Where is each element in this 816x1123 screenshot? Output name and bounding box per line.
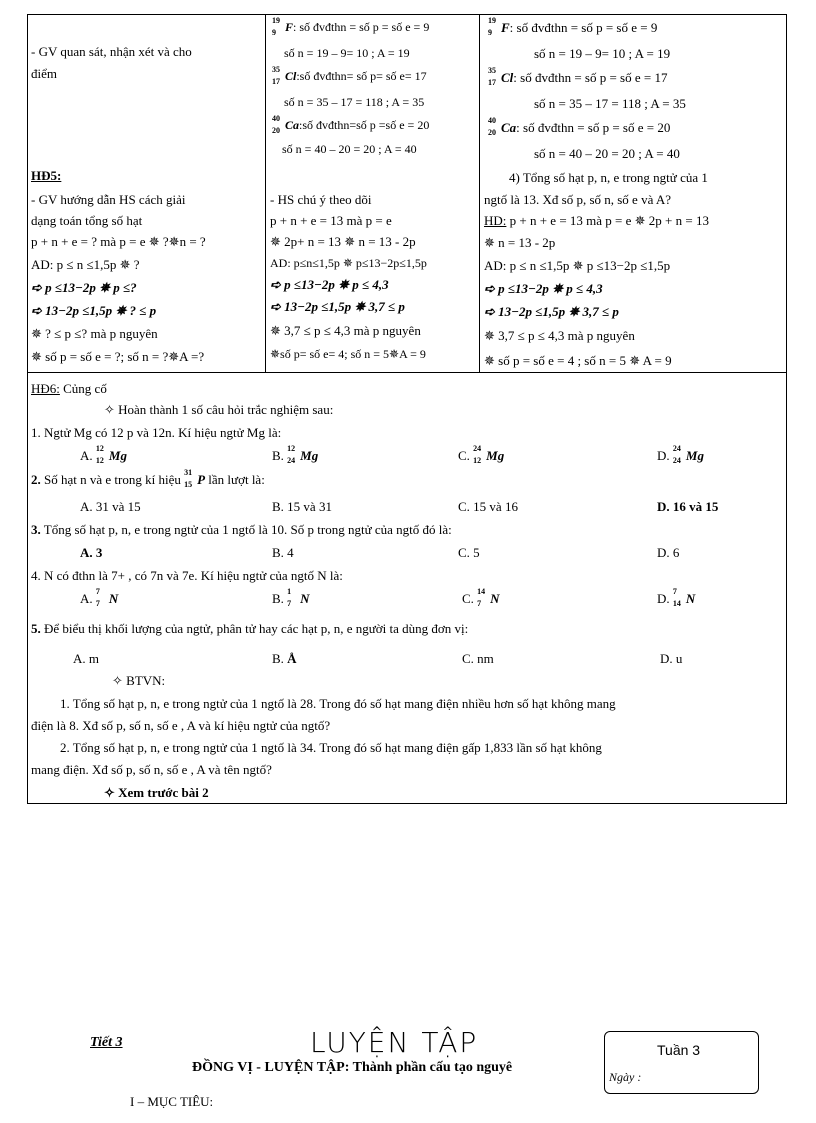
date-label: Ngày : (609, 1070, 642, 1084)
q3-option-a[interactable]: A. 3 (80, 545, 103, 560)
right-calcium-symbol: 40 20 Ca (488, 116, 517, 137)
q4-option-c[interactable]: C. 14 7 N (462, 587, 500, 608)
week-label: Tuần 3 (657, 1042, 701, 1058)
question-1: 1. Ngtử Mg có 12 p và 12n. Kí hiệu ngtử Mg là: (31, 425, 282, 440)
q1-option-c[interactable]: C. 24 12 Mg (458, 444, 505, 465)
q5-option-a[interactable]: A. m (73, 651, 99, 666)
question-4-line-2: ngtố là 13. Xđ số p, số n, số e và A? (484, 192, 672, 207)
mid-step-4: ✵số p= số e= 4; số n = 5✵A = 9 (270, 347, 426, 361)
lesson-title: ĐỒNG VỊ - LUYỆN TẬP: Thành phần cấu tạo nguyê (192, 1060, 513, 1075)
right-chlorine-symbol: 35 17 Cl (488, 66, 514, 87)
q2-option-d[interactable]: D. 16 và 15 (657, 499, 719, 514)
score-text: điểm (31, 66, 57, 81)
question-4-line-1: 4) Tổng số hạt p, n, e trong ngtử của 1 (509, 170, 708, 185)
q2-option-a[interactable]: A. 31 và 15 (80, 499, 141, 514)
fluorine-symbol: 19 9 F (272, 16, 294, 37)
q1-option-d[interactable]: D. 24 24 Mg (657, 444, 704, 465)
calcium-neutrons: số n = 40 – 20 = 20 ; A = 40 (282, 142, 417, 156)
homework-heading: ✧ BTVN: (112, 673, 166, 688)
step-2: ➪ 13−2p ≤1,5p ✵ ? ≤ p (31, 303, 157, 318)
mid-apply-inequality: AD: p≤n≤1,5p ✵ p≤13−2p≤1,5p (270, 256, 427, 270)
calcium-symbol: 40 20 Ca (272, 114, 300, 135)
column-divider-2 (479, 14, 480, 372)
gv-guide-text: - GV hướng dẫn HS cách giải (31, 192, 186, 207)
step-4: ✵ số p = số e = ?; số n = ?✵A =? (31, 349, 205, 364)
mid-step-1: ➪ p ≤13−2p ✵ p ≤ 4,3 (270, 277, 389, 292)
q3-option-d[interactable]: D. 6 (657, 545, 680, 560)
homework-1-line-2: điện là 8. Xđ số p, số n, số e , A và kí hiệu ngtử của ngtố? (31, 718, 331, 733)
right-fluorine-line: 19 9 F: số đvđthn = số p = số e = 9 (488, 16, 658, 37)
right-step-1: ➪ p ≤13−2p ✵ p ≤ 4,3 (484, 281, 603, 296)
right-chlorine-line: 35 17 Cl: số đvđthn = số p = số e = 17 (488, 66, 668, 87)
step-3: ✵ ? ≤ p ≤? mà p nguyên (31, 326, 158, 341)
right-calcium-neutrons: số n = 40 – 20 = 20 ; A = 40 (534, 146, 680, 161)
row-divider (27, 372, 787, 373)
homework-2-line-1: 2. Tổng số hạt p, n, e trong ngtử của 1 ngtố là 34. Trong đó số hạt mang điện gấp 1,833 lần số hạt không (60, 740, 602, 755)
calcium-line: 40 20 Ca:số đvđthn=số p =số e = 20 (272, 114, 430, 135)
question-3: 3. Tổng số hạt p, n, e trong ngtử của 1 ngtố là 10. Số p trong ngtử của ngtố đó là: (31, 522, 452, 537)
homework-1-line-1: 1. Tổng số hạt p, n, e trong ngtử của 1 ngtố là 28. Trong đó số hạt mang điện nhiều hơn số hạt không mang (60, 696, 616, 711)
q1-option-b[interactable]: B. 12 24 Mg (272, 444, 319, 465)
week-date-box (604, 1031, 759, 1094)
right-n-equation: ✵ n = 13 - 2p (484, 235, 556, 250)
right-chlorine-neutrons: số n = 35 – 17 = 118 ; A = 35 (534, 96, 686, 111)
mid-equation-1: p + n + e = 13 mà p = e (270, 213, 392, 228)
question-5: 5. Để biểu thị khối lượng của ngtử, phân tử hay các hạt p, n, e người ta dùng đơn vị: (31, 621, 469, 636)
problem-type-text: dạng toán tổng số hạt (31, 213, 143, 228)
q4-option-d[interactable]: D. 7 14 N (657, 587, 696, 608)
right-fluorine-symbol: 19 9 F (488, 16, 510, 37)
question-4: 4. N có đthn là 7+ , có 7n và 7e. Kí hiệu ngtử của ngtố N là: (31, 568, 343, 583)
right-apply-inequality: AD: p ≤ n ≤1,5p ✵ p ≤13−2p ≤1,5p (484, 258, 671, 273)
q2-option-c[interactable]: C. 15 và 16 (458, 499, 518, 514)
question-2: 2. Số hạt n và e trong kí hiệu 31 15 P lần lượt là: (31, 468, 265, 489)
mid-equation-2: ✵ 2p+ n = 13 ✵ n = 13 - 2p (270, 234, 416, 249)
fluorine-neutrons: số n = 19 – 9= 10 ; A = 19 (284, 46, 410, 60)
q3-option-b[interactable]: B. 4 (272, 545, 294, 560)
right-step-4: ✵ số p = số e = 4 ; số n = 5 ✵ A = 9 (484, 353, 672, 368)
q3-option-c[interactable]: C. 5 (458, 545, 480, 560)
objectives-heading: I – MỤC TIÊU: (130, 1094, 214, 1109)
q5-option-b[interactable]: B. Å (272, 651, 297, 666)
hint-line: HD: p + n + e = 13 mà p = e ✵ 2p + n = 13 (484, 213, 709, 228)
chlorine-line: 35 17 Cl:số đvđthn= số p= số e= 17 (272, 65, 427, 86)
q4-option-b[interactable]: B. 1 7 N (272, 587, 310, 608)
practice-title-art: LUYỆN TẬP (310, 1026, 479, 1059)
gv-observe-text: - GV quan sát, nhận xét và cho (31, 44, 192, 59)
hd6-heading: HĐ6: Củng cố (31, 381, 107, 396)
right-fluorine-neutrons: số n = 19 – 9= 10 ; A = 19 (534, 46, 671, 61)
sum-formula: p + n + e = ? mà p = e ✵ ?✵n = ? (31, 234, 206, 249)
quiz-intro: ✧ Hoàn thành 1 số câu hỏi trắc nghiệm sau: (104, 402, 334, 417)
chlorine-neutrons: số n = 35 – 17 = 118 ; A = 35 (284, 95, 425, 109)
step-1: ➪ p ≤13−2p ✵ p ≤? (31, 280, 137, 295)
chlorine-symbol: 35 17 Cl (272, 65, 297, 86)
mid-step-3: ✵ 3,7 ≤ p ≤ 4,3 mà p nguyên (270, 323, 421, 338)
hs-follow-text: - HS chú ý theo dõi (270, 192, 372, 207)
q2-option-b[interactable]: B. 15 và 31 (272, 499, 332, 514)
phosphorus-symbol: 31 15 P (184, 468, 206, 489)
q1-option-a[interactable]: A. 12 12 Mg (80, 444, 127, 465)
q5-option-d[interactable]: D. u (660, 651, 683, 666)
hd5-heading: HĐ5: (31, 168, 62, 183)
right-step-2: ➪ 13−2p ≤1,5p ✵ 3,7 ≤ p (484, 304, 619, 319)
homework-2-line-2: mang điện. Xđ số p, số n, số e , A và tên ngtố? (31, 762, 272, 777)
q4-option-a[interactable]: A. 7 7 N (80, 587, 119, 608)
fluorine-line: 19 9 F: số đvđthn = số p = số e = 9 (272, 16, 430, 37)
right-step-3: ✵ 3,7 ≤ p ≤ 4,3 mà p nguyên (484, 328, 635, 343)
mid-step-2: ➪ 13−2p ≤1,5p ✵ 3,7 ≤ p (270, 299, 405, 314)
column-divider-1 (265, 14, 266, 372)
preview-lesson-2: ✧ Xem trước bài 2 (104, 785, 209, 800)
angstrom-symbol: Å (287, 651, 297, 666)
right-calcium-line: 40 20 Ca: số đvđthn = số p = số e = 20 (488, 116, 671, 137)
apply-inequality: AD: p ≤ n ≤1,5p ✵ ? (31, 257, 140, 272)
lesson-number: Tiết 3 (90, 1035, 123, 1050)
q5-option-c[interactable]: C. nm (462, 651, 494, 666)
